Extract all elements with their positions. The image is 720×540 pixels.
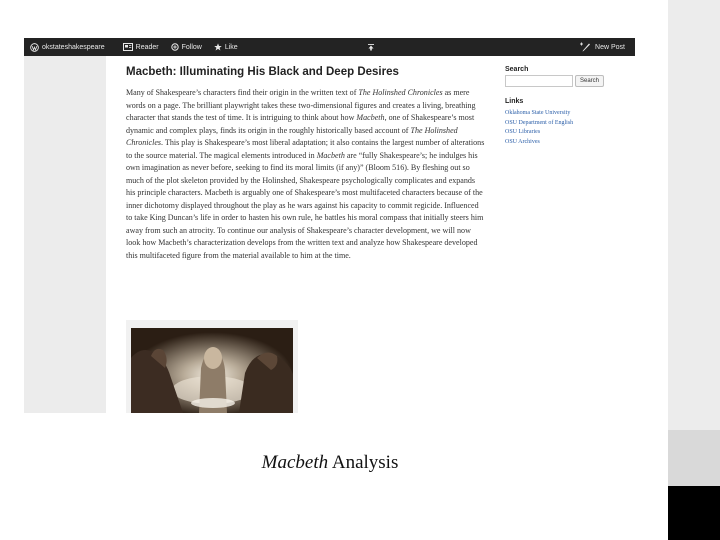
caption-italic: Macbeth <box>261 452 329 473</box>
post-body-italic-segment: Macbeth <box>356 113 385 122</box>
search-input[interactable] <box>505 75 573 87</box>
pencil-icon <box>580 42 592 52</box>
like-label: Like <box>224 43 238 51</box>
wordpress-icon <box>30 43 39 52</box>
search-widget-title: Search <box>505 66 529 73</box>
post-image-witches[interactable] <box>131 328 293 413</box>
post-body-segment: , one of Shakespeare’s most dynamic and complex plays, finds its origin in the roughly historically based account of <box>126 113 475 135</box>
link-oklahoma-state-university[interactable]: Oklahoma State University <box>505 110 571 116</box>
follow-label: Follow <box>181 43 202 51</box>
new-post-button[interactable] <box>574 38 631 56</box>
site-name: okstateshakespeare <box>42 43 105 51</box>
slide-caption <box>0 452 660 474</box>
follow-icon <box>171 43 179 51</box>
search-button[interactable]: Search <box>575 75 604 87</box>
link-osu-department-of-english[interactable]: OSU Department of English <box>505 119 574 126</box>
post-body <box>126 87 486 262</box>
post-title[interactable]: Macbeth: Illuminating His Black and Deep Desires <box>126 66 399 78</box>
slide-side-bar-gray <box>668 0 720 430</box>
notifications-icon <box>367 43 375 51</box>
star-icon <box>214 43 222 51</box>
post-body-segment: Many of Shakespeare’s characters find their origin in the written text of <box>126 88 359 97</box>
post-body-segment: as mere words on a page. The brilliant playwright takes these two-dimensional figures and creates a living, breathing character that stands the test of time. It is intriguing to think about how <box>126 88 476 122</box>
admin-bar <box>24 38 635 56</box>
post-body-segment: are “fully Shakespeare’s; he indulges his own imagination as never before, seeking to find its moral limits (if any)” (Bloom 516). By fleshing out so much of the plot skeleton provided by the Holinshed, Shakespeare psychologically complicates and expands his principle characters. Macbeth is arguably one of Shakespeare’s most multifaceted characters because of the inner dichotomy displayed throughout the play as he wars against his capacity to commit regicide. Influenced to take King Duncan’s life in order to hasten his own rule, he battles his moral compass that initially steers him away from such an atrocity. To continue our analysis of Shakespeare’s character development, we will now look how Macbeth’s characterization develops from the written text and analyze how Shakespeare developed this multifaceted figure from the material available to him at the time. <box>126 150 484 260</box>
like-button[interactable] <box>208 38 244 56</box>
notifications-button[interactable] <box>367 38 375 56</box>
blog-screenshot <box>24 38 635 413</box>
links-widget-title: Links <box>505 98 524 105</box>
post-body-italic-segment: Macbeth <box>316 150 345 160</box>
reader-link[interactable] <box>117 38 165 56</box>
site-link[interactable] <box>24 38 111 56</box>
post-body-segment: . This play is Shakespeare’s most liberal adaptation; it also contains the largest number of alterations to the source material. The magical elements introduced in <box>126 138 485 160</box>
link-osu-archives[interactable]: OSU Archives <box>505 138 540 145</box>
new-post-label: New Post <box>595 43 625 51</box>
caption-plain: Analysis <box>328 452 399 473</box>
links-list <box>505 109 573 147</box>
post-body-italic-segment: The Holinshed Chronicles <box>126 125 458 147</box>
link-osu-libraries[interactable]: OSU Libraries <box>505 129 541 135</box>
post-body-italic-segment: The Holinshed Chronicles <box>358 88 443 97</box>
reader-label: Reader <box>135 43 159 51</box>
slide-side-bar-light <box>668 430 720 486</box>
slide-side-bar-black <box>668 486 720 540</box>
follow-button[interactable] <box>165 38 208 56</box>
reader-icon <box>123 43 133 51</box>
